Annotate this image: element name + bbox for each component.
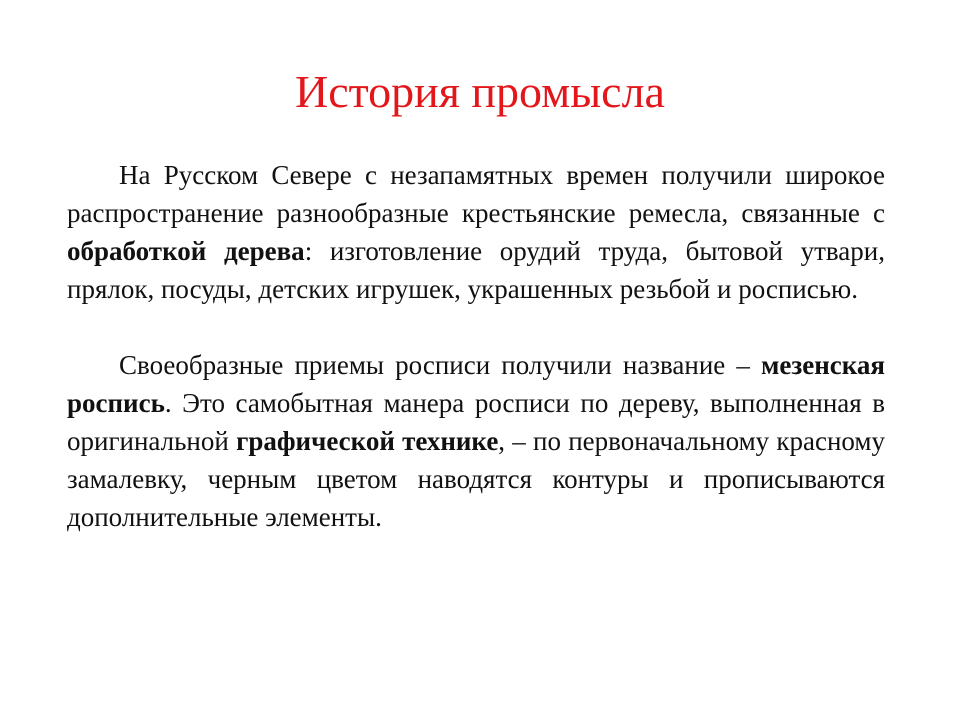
paragraph-history-text-1: На Русском Севере с незапамятных времен получили широкое распространение разнообразные крестьянские ремесла, связанные с <box>67 160 885 228</box>
paragraph-mezen-text-3: , – по первоначальному красному замалевку, черным цветом наводятся контуры и прописываются дополнительные элементы. <box>67 426 885 532</box>
slide-body <box>67 156 885 536</box>
slide-title: История промысла <box>295 66 665 117</box>
paragraph-history-text-2: : изготовление орудий труда, бытовой утвари, прялок, посуды, детских игрушек, украшенных резьбой и росписью. <box>67 236 885 304</box>
paragraph-mezen-text-1: Своеобразные приемы росписи получили название – <box>119 350 761 380</box>
paragraph-history <box>67 156 885 308</box>
term-wood-processing: обработкой дерева <box>67 236 305 266</box>
paragraph-mezen-text-2: . Это самобытная манера росписи по дереву, выполненная в оригинальной <box>67 388 885 456</box>
paragraph-mezen <box>67 346 885 536</box>
term-mezen-painting: мезенская роспись <box>67 350 885 418</box>
term-graphic-technique: графической технике <box>236 426 499 456</box>
